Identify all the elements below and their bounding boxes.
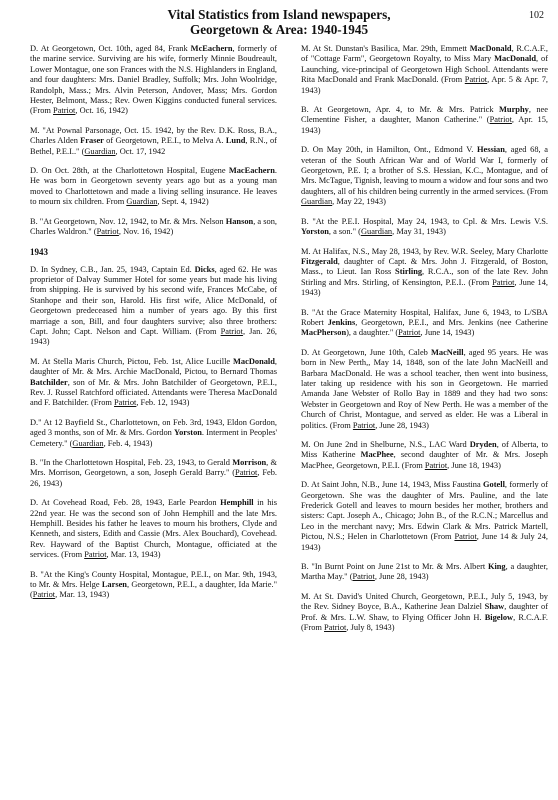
entry-text: , R.C.A., son of the late Rev. John Stirling and Mrs. Stirling, of Kensington, P.E.I.. (From [301,267,548,287]
newspaper-source: Patriot [32,590,56,600]
entry-text: , R.C.A.F. (From [301,612,548,633]
entry-date: , Sept. 4, 1942) [157,197,209,207]
newspaper-source: Patriot [96,227,119,237]
entry-text: . Interment in Peoples' Cemetery." ( [30,428,278,448]
entry-text: , R.N., of Bethel, P.E.I.." ( [30,136,277,156]
entry-date: , Oct. 17, 1942 [115,146,166,156]
entry-text: , son of Mr. & Mrs. John Batchilder of Georgetown, P.E.I., Rev. J. Russel Ratchford officiated. Attendants were Theresa MacDonald and F. Batchilder. (From [30,377,277,408]
newspaper-source: Patriot [489,115,512,125]
entry-text: M. At St. David's United Church, Georgetown, P.E.I., July 5, 1943, by the Rev. Sidney Boyce, B.A., Katherine Jean Dalziel [301,591,548,612]
surname: Dryden [469,440,497,449]
entry-text: M. At Stella Maris Church, Pictou, Feb. 1st, Alice Lucille [30,356,234,366]
record-entry [30,166,277,208]
newspaper-source: Patriot [235,468,258,478]
newspaper-source: Guardian [126,197,158,207]
entry-text: B. "At the King's County Hospital, Montague, P.E.I., on Mar. 9th, 1943, to Mr. & Mrs. Helge [30,569,277,590]
entry-date: , Apr. 5 & Apr. 7, 1943) [301,75,548,95]
entry-date: , June 28, 1943) [375,420,429,430]
entry-text: , Georgetown, P.E.I., a daughter, Ida Marie." ( [30,580,278,600]
surname: MacDonald [494,54,537,64]
entry-text: , daughter of Mr. & Mrs. Archie MacDonald, Pictou, to Bernard Thomas [30,356,277,377]
entry-text: , nee Clementine Fisher, a daughter, Manon Catherine." ( [301,105,548,125]
entry-text: D. At Georgetown, June 10th, Caleb [301,347,431,357]
entry-text: M. At St. Dunstan's Basilica, Mar. 29th, Emmett [301,44,470,53]
entry-text: , formerly of Georgetown. She was the daughter of Mrs. Pauline, and the late Frederick Gotell and leaves to mourn besides her mother, brothers and sisters: Capt. Joseph A., Chicago; John B., of the R.C.N.; Marcellus and Leo in the merchant navy; Mrs. Edwin Clark & Mrs. Patrick Martell, Pictou, N.S.; Helen in Charlottetown (From [301,480,548,542]
page-number: 102 [529,10,544,21]
surname: Shaw [484,602,505,612]
entry-date: , May 31, 1943) [392,227,446,237]
entry-text: D. On May 20th, in Hamilton, Ont., Edmond V. [301,145,477,155]
surname: Dicks [194,264,215,274]
title-line-1: Vital Statistics from Island newspapers, [167,7,391,22]
newspaper-source: Patriot [398,328,421,338]
entry-text: B. "At Georgetown, Nov. 12, 1942, to Mr. & Mrs. Nelson [30,216,226,226]
newspaper-source: Patriot [53,106,76,116]
surname: MacDonald [469,44,512,53]
entry-date: , Feb. 12, 1943) [136,398,190,408]
surname: McEachern [190,44,233,53]
entry-text: of Georgetown, P.E.I., to Melva A. [103,136,226,146]
surname: Bigelow [484,612,514,622]
newspaper-source: Guardian [84,146,116,156]
newspaper-source: Patriot [220,326,243,336]
entry-text: , of Launching, vice-principal of Georgetown High School. Attendants were Rita MacDonald and Frank MacDonald. (From [301,54,548,85]
newspaper-source: Guardian [301,197,333,207]
entry-text: , daughter of Capt. & Mrs. John J. Fitzgerald, of Boston, Mass., to Lieut. Ian Ross [301,256,548,277]
entry-text: , Georgetown, P.E.I., and Mrs. Jenkins (nee Catherine [355,317,548,327]
entry-text: B. "In the Charlottetown Hospital, Feb. 23, 1943, to Gerald [30,458,233,467]
record-entry [30,458,277,489]
record-entry [30,498,277,560]
surname: Batchilder [30,377,68,387]
entry-date: , June 14, 1943) [301,277,548,298]
entry-text: D. At Saint John, N.B., June 14, 1943, Miss Faustina [301,480,484,490]
record-entry [30,357,277,409]
entry-text: , a son." ( [328,227,361,237]
surname: Fraser [80,136,104,146]
entry-date: , Apr. 15, 1943) [301,115,548,135]
entry-text: , aged 95 years. He was born in New Perth,, May 14, 1848, son of the late John MacNeill and Barbara MacDonald. He was a school teacher, then went into business, later taking up residence with his son in Georgetown. He married Amanda Jane Webster of Rollo Bay in 1889 and they had two sons: Webster in Georgetown and Roy of New Perth. He was a member of the Church of Christ, Montague, and served as elder. He was a Liberal in politics. (From [301,347,548,430]
entry-date: , July 8, 1943) [346,623,395,633]
entry-text: B. At Georgetown, Apr. 4, to Mr. & Mrs. Patrick [301,105,500,115]
record-entry [301,145,548,207]
page-title [0,7,558,37]
newspaper-source: Patriot [424,460,448,470]
entry-date: , Feb. 4, 1943) [103,438,153,448]
entry-text: , formerly of the marine service. Surviving are his wife, formerly Minnie Boudreault, Lower Montague, one son Frances with the N.S. Highlanders in England, and four daughters: Mrs. Daniel Bradley, Suffolk; Mrs. John Woolridge, Randolph, Mass.; Mrs. Alvin Peterson, Andover, Mass; Mrs. Gordon Hester, Belmont, Mass.; Rev. Owen Kiggins conducted funeral services. (From [30,44,277,116]
entry-text: , second daughter of Mr. & Mrs. Joseph MacPhee, Georgetown, P.E.I. (From [301,450,548,470]
entry-date: , Mar. 13, 1943) [106,550,161,560]
surname: Jenkins [327,317,356,327]
entry-text: D. At Covehead Road, Feb. 28, 1943, Earle Peardon [30,498,221,508]
surname: Stirling [395,267,423,277]
surname: Hemphill [220,498,254,508]
record-entry [30,44,277,117]
surname: Lund [225,136,246,146]
record-entry [30,126,277,157]
entry-text: , a son, Charles Waldron." ( [30,216,277,237]
entry-date: , Jan. 26, 1943) [30,326,277,347]
surname: Yorston [174,428,202,438]
record-entry [301,217,548,238]
entry-text: B. "At the P.E.I. Hospital, May 24, 1943, to Cpl. & Mrs. Lewis V.S. [301,216,548,226]
surname: Morrison [232,458,267,467]
record-entry [30,418,277,449]
newspaper-source: Guardian [72,438,104,448]
newspaper-source: Patriot [114,398,137,408]
left-entries [30,44,277,238]
record-entry [301,247,548,299]
surname: MacDonald [233,356,275,366]
surname: Hanson [225,216,254,226]
surname: Hessian [476,145,505,155]
entry-date: , May 22, 1943) [332,197,386,207]
entry-text: D." At 12 Bayfield St., Charlottetown, on Feb. 3rd, 1943, Eldon Gordon, aged 3 months, son of Mr. & Mrs. Gordon [30,417,277,438]
year-heading: 1943 [30,246,48,257]
left-column [30,44,277,610]
right-column [301,44,548,643]
record-entry [30,265,277,348]
newspaper-source: Patriot [492,277,515,287]
entry-text: , aged 68, a veteran of the South African War and of World War I, formerly of Georgetown, P.E. I; a brother of S.S. Hessian, K.C., Montague, and of Mrs. McTague, Tignish, leaving to mourn a widow and four sons and two daughters, all of his children being currently in the armed services. (From [301,145,549,196]
entry-text: M. "At Pownal Parsonage, Oct. 15. 1942, by the Rev. D.K. Ross, B.A., Charles Alden [30,125,277,146]
entry-date: , June 18, 1943) [447,460,501,470]
entry-text: , & Mrs. Morrison, Georgetown, a son, Joseph Gerald Barry." ( [30,458,278,478]
record-entry [301,348,548,431]
title-line-2: Georgetown & Area: 1940-1945 [189,22,369,37]
entry-text: . He was born in Georgetown seventy years ago but as a young man moved to Charlottetown and made a living selling insurance. He leaves to mourn six children. From [30,166,277,207]
entry-date: , Mar. 13, 1943) [55,590,110,600]
record-entry [301,308,548,339]
entry-date: , Feb. 26, 1943) [30,468,277,488]
entry-date: , June 14, 1943) [420,328,475,338]
entry-date: , June 28, 1943) [374,572,429,582]
entry-text: M. On June 2nd in Shelburne, N.S., LAC Ward [301,440,470,449]
surname: MacNeill [431,347,464,357]
surname: Gotell [483,480,505,490]
surname: MacPhee [360,450,394,460]
entry-text: , daughter of Prof. & Mrs. L.W. Shaw, to Flying Officer John H. [301,602,548,622]
record-entry [301,44,548,96]
entry-text: ), a daughter." ( [346,328,399,338]
entry-text: , R.C.A.F., of "Cottage Farm", Georgetown Royalty, to Miss Mary [301,44,548,64]
entry-text: D. On Oct. 28th, at the Charlottetown Hospital, Eugene [30,166,229,176]
entry-text: in his 22nd year. He was the second son of John Hemphill and the late Mrs. Hemphill. Besides his father he leaves to mourn his brothers, Clyde and Kenneth, and sisters, Edith and Cassie (Mrs. Alex Bouchard), Covehead. Rev. Hayward of the Baptist Church, Montague, officiated at the services. (From [30,498,277,560]
record-entry [30,217,277,238]
entry-text: B. "At the Grace Maternity Hospital, Halifax, June 6, 1943, to L/SBA Robert [301,307,548,327]
entry-text: D. At Georgetown, Oct. 10th, aged 84, Frank [30,44,191,53]
record-entry [301,592,548,634]
record-entry [301,562,548,583]
surname: King [487,562,506,572]
surname: Fitzgerald [301,256,338,266]
entry-text: , aged 62. He was proprietor of Dalvay Summer Hotel for some years but made his living from shipping. He is survived by his second wife, Frances McCabe, of Stanhope and their son, Harold. His first wife, Alice McDonald, of Georgetown predeceased him a number of years ago. By this first marriage a son, Bill, and four daughters survive; also three brothers: Capt. John; Capt. Nelson and Capt. William. (From [30,264,278,336]
newspaper-source: Patriot [454,532,477,542]
left-entries-1943 [30,265,277,601]
newspaper-source: Patriot [352,420,376,430]
right-entries [301,44,548,634]
record-entry [301,105,548,136]
newspaper-source: Patriot [84,550,107,560]
record-entry [301,480,548,553]
entry-date: , June 14 & July 24, 1943) [301,532,548,552]
surname: Murphy [499,105,529,115]
entry-text: , of Alberta, to Miss Katherine [301,440,548,460]
newspaper-source: Patriot [352,572,375,582]
record-entry [301,440,548,471]
record-entry [30,570,277,601]
entry-text: D. In Sydney, C.B., Jan. 25, 1943, Captain Ed. [30,264,195,274]
surname: MacEachern [228,166,275,176]
entry-text: M. At Halifax, N.S., May 28, 1943, by Rev. W.R. Seeley, Mary Charlotte [301,246,548,256]
entry-date: , Oct. 16, 1942) [75,106,128,116]
newspaper-source: Patriot [324,623,347,633]
surname: Yorston [301,227,329,237]
entry-text: , a daughter, Martha May." ( [301,562,548,582]
entry-date: , Nov. 16, 1942) [118,227,174,237]
surname: Larsen [101,580,127,590]
entry-text: B. "In Burnt Point on June 21st to Mr. & Mrs. Albert [301,562,488,572]
surname: MacPherson [301,328,347,338]
newspaper-source: Guardian [360,227,393,237]
newspaper-source: Patriot [464,75,488,85]
